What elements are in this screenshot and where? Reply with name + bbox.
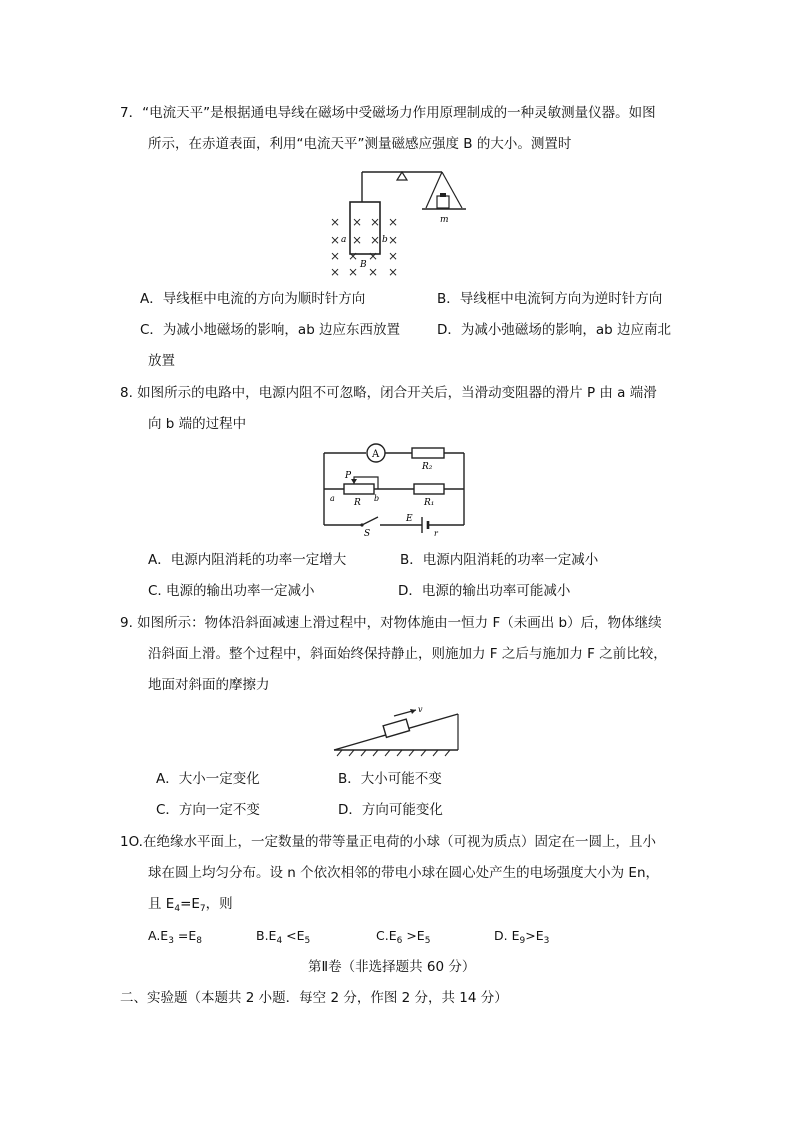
- q7-stem-line1: 7．“电流天平”是根据通电导线在磁场中受磁场力作用原理制成的一种灵敏测量仪器。如图: [120, 105, 656, 121]
- q10-option-b: $B.E_4 <E_5$: [256, 928, 311, 946]
- q10-option-a: $A.E_3 =E_8$: [148, 928, 203, 946]
- q9-option-d: D．方向可能变化: [338, 802, 443, 818]
- svg-text:×: ×: [370, 233, 381, 247]
- q8-ammeter-label: A: [372, 449, 380, 460]
- q8-internal-r-label: r: [434, 529, 438, 538]
- svg-text:×: ×: [330, 233, 341, 247]
- q7-label-B: B: [360, 260, 367, 270]
- svg-text:×: ×: [330, 265, 341, 279]
- svg-text:×: ×: [348, 249, 359, 263]
- q8-rheostat-label: R: [354, 498, 361, 508]
- q8-option-b: B．电源内阻消耗的功率一定减小: [400, 552, 599, 568]
- q10-option-d: D. $E_9>E_3$: [494, 928, 550, 946]
- svg-text:×: ×: [352, 233, 363, 247]
- q9-stem-line1: 9. 如图所示：物体沿斜面减速上滑过程中，对物体施由一恒力 F（未画出 b）后，物体继续: [120, 615, 662, 631]
- q7-option-c: C．为减小地磁场的影响，ab 边应东西放置: [140, 322, 401, 338]
- q7-option-a: A．导线框中电流的方向为顺时针方向: [140, 291, 366, 307]
- q10-stem-line1: 1O.在绝缘水平面上，一定数量的带等量正电荷的小球（可视为质点）固定在一圆上，且小: [120, 834, 656, 850]
- q7-stem-line2: 所示，在赤道表面，利用“电流天平”测量磁感应强度 B 的大小。测置时: [148, 136, 572, 152]
- svg-text:×: ×: [388, 215, 399, 229]
- svg-text:×: ×: [330, 249, 341, 263]
- q9-option-b: B．大小可能不变: [338, 771, 442, 787]
- q8-r1-label: R₁: [424, 498, 435, 508]
- q9-incline-figure: [332, 700, 462, 758]
- q9-option-c: C．方向一定不变: [156, 802, 260, 818]
- svg-text:×: ×: [388, 233, 399, 247]
- q8-end-b-label: b: [374, 494, 380, 503]
- q8-stem-line1: 8. 如图所示的电路中，电源内阻不可忽略，闭合开关后，当滑动变阻器的滑片 P 由 a 端滑: [120, 385, 657, 401]
- q10-option-c: $C.E_6 >E_5$: [376, 928, 431, 946]
- q8-circuit-figure: [318, 443, 470, 539]
- q8-end-a-label: a: [330, 494, 335, 503]
- q8-emf-label: E: [406, 514, 413, 524]
- q8-switch-label: S: [364, 529, 371, 539]
- part2-title: 第Ⅱ卷（非选择题共 60 分）: [308, 959, 476, 975]
- q8-stem-line2: 向 b 端的过程中: [148, 416, 247, 432]
- q7-option-d: D．为减小弛磁场的影响，ab 边应南北: [437, 322, 672, 338]
- q7-option-d-cont: 放置: [148, 353, 175, 369]
- q9-option-a: A．大小一定变化: [156, 771, 260, 787]
- q10-stem-line2: 球在圆上均匀分布。设 n 个依次相邻的带电小球在圆心处产生的电场强度大小为 En，: [148, 865, 660, 881]
- q8-option-c: C. 电源的输出功率一定减小: [148, 583, 315, 599]
- q7-label-m: m: [440, 215, 449, 225]
- svg-text:×: ×: [352, 215, 363, 229]
- q8-option-a: A．电源内阻消耗的功率一定增大: [148, 552, 347, 568]
- q9-velocity-label: v: [418, 705, 423, 714]
- svg-text:×: ×: [388, 249, 399, 263]
- svg-text:×: ×: [368, 265, 379, 279]
- part2-section-heading: 二、实验题（本题共 2 小题．每空 2 分，作图 2 分，共 14 分）: [120, 990, 508, 1006]
- q8-slider-label: P: [345, 471, 352, 481]
- q9-stem-line2: 沿斜面上滑。整个过程中，斜面始终保持静止，则施加力 F 之后与施加力 F 之前比较，: [148, 646, 667, 662]
- q10-stem-line3: 且 $E_4=E_7$，则: [148, 896, 233, 914]
- q7-option-b: B．导线框中电流钶方向为逆时针方向: [437, 291, 663, 307]
- q7-label-a: a: [341, 235, 347, 245]
- svg-text:×: ×: [330, 215, 341, 229]
- q9-stem-line3: 地面对斜面的摩擦力: [148, 677, 270, 693]
- svg-text:×: ×: [348, 265, 359, 279]
- q7-current-balance-figure: [322, 164, 480, 284]
- svg-text:×: ×: [388, 265, 399, 279]
- q7-label-b: b: [382, 235, 388, 245]
- svg-text:×: ×: [368, 249, 379, 263]
- q8-r2-label: R₂: [422, 462, 433, 472]
- q8-option-d: D．电源的输出功率可能减小: [398, 583, 571, 599]
- svg-text:×: ×: [370, 215, 381, 229]
